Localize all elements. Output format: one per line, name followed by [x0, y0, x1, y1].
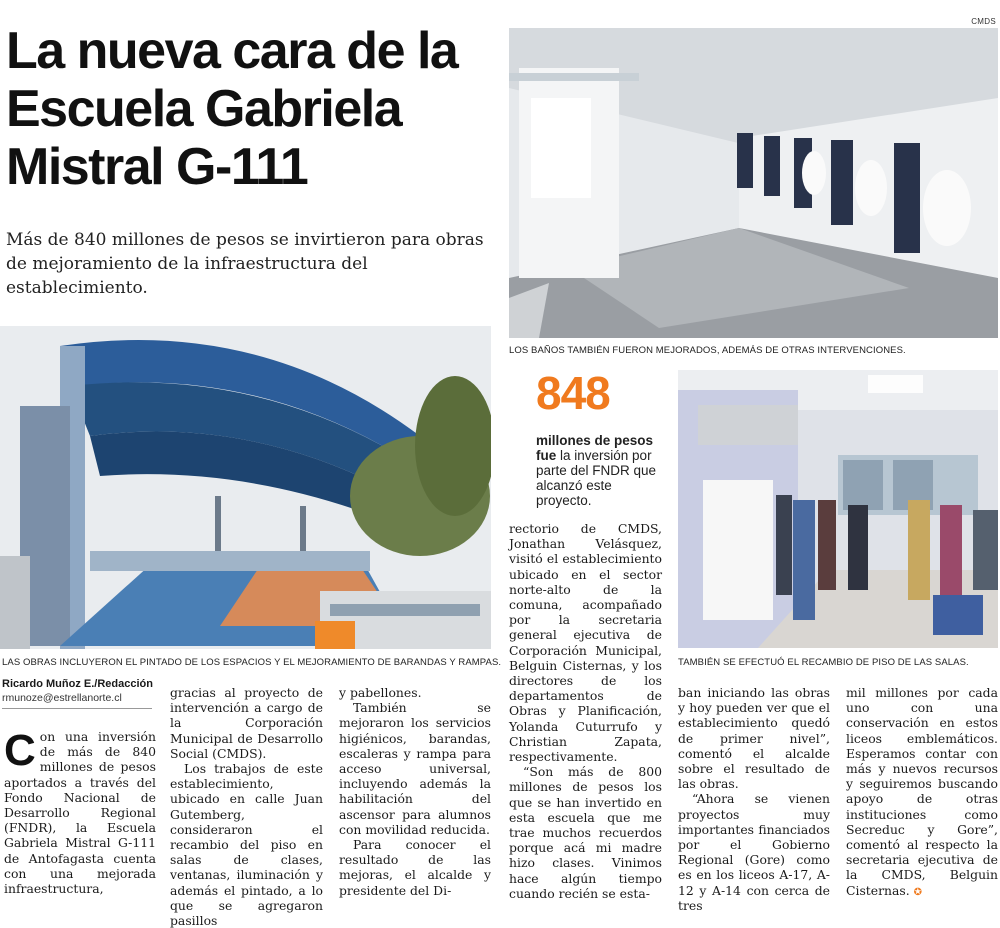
court-caption: LAS OBRAS INCLUYERON EL PINTADO DE LOS ESPACIOS Y EL MEJORAMIENTO DE BARANDAS Y RAMPAS.	[2, 657, 502, 668]
highlight-bold-text: millones de pesos fue	[536, 433, 654, 463]
highlight-text	[536, 433, 661, 508]
body-paragraph	[846, 685, 998, 900]
body-column-2	[170, 685, 323, 928]
photo-credit: CMDS	[971, 17, 996, 26]
body-paragraph: gracias al proyecto de intervención a cargo de la Corporación Municipal de Desarrollo Social (CMDS).	[170, 685, 323, 761]
subhead: Más de 840 millones de pesos se invirtieron para obras de mejoramiento de la infraestructura del establecimiento.	[6, 230, 484, 298]
byline-author: Ricardo Muñoz E./Redacción	[2, 678, 153, 690]
byline-email: rmunoze@estrellanorte.cl	[2, 692, 122, 704]
bathroom-caption: LOS BAÑOS TAMBIÉN FUERON MEJORADOS, ADEMÁS DE OTRAS INTERVENCIONES.	[509, 345, 906, 356]
classroom-photo	[678, 370, 998, 648]
body-paragraph: Los trabajos de este establecimiento, ubicado en calle Juan Gutemberg, consideraron el recambio del piso en salas de clases, ventanas, iluminación y además el pintado, a lo que se agregaron pasillos	[170, 761, 323, 928]
headline: La nueva cara de la Escuela Gabriela Mistral G-111	[6, 22, 458, 196]
body-paragraph: También se mejoraron los servicios higiénicos, barandas, escaleras y rampa para acceso universal, incluyendo además la habilitación del ascensor para alumnos con movilidad reducida.	[339, 700, 491, 837]
body-paragraph: y pabellones.	[339, 685, 422, 700]
body-column-4	[509, 521, 662, 901]
body-column-3	[339, 685, 491, 898]
end-mark-icon: ✪	[913, 886, 923, 898]
body-column-6	[846, 685, 998, 900]
body-paragraph: Para conocer el resultado de las mejoras, el alcalde y presidente del Di-	[339, 837, 491, 898]
court-photo	[0, 326, 491, 649]
classroom-caption: TAMBIÉN SE EFECTUÓ EL RECAMBIO DE PISO DE LAS SALAS.	[678, 657, 969, 668]
body-paragraph: on una inversión de más de 840 millones de pesos aportados a través del Fondo Nacional de Desarrollo Regional (FNDR), la Escuela Gabriela Mistral G-111 de Antofagasta cuenta con una mejorada infraestructura,	[4, 729, 156, 897]
highlight-number: 848	[536, 367, 610, 419]
body-paragraph: “Ahora se vienen proyectos muy importantes financiados por el Gobierno Regional (Gore) como es en los liceos A-17, A-12 y A-14 con cerca de tres	[678, 791, 830, 913]
body-column-1	[4, 726, 156, 897]
highlight-plain-text: la inversión por parte del FNDR que alcanzó este proyecto.	[536, 448, 657, 508]
closing-text: mil millones por cada uno con una conservación en estos liceos emblemáticos. Esperamos contar con más y nuevos recursos y seguiremos buscando apoyo de otras instituciones como Secreduc y Gore”, comentó al respecto la secretaria ejecutiva de la CMDS, Belguin Cisternas.	[846, 685, 998, 898]
body-paragraph: ban iniciando las obras y hoy pueden ver que el establecimiento quedó de primer nivel”, comentó el alcalde sobre el resultado de las obras.	[678, 685, 830, 792]
body-paragraph: rectorio de CMDS, Jonathan Velásquez, visitó el establecimiento ubicado en el sector norte-alto de la comuna, acompañado por la secretaria general ejecutiva de Corporación Municipal, Belguin Cisternas, y los directores de los departamentos de Obras y Planificación, Yolanda Cuturrufo y Christian Zapata, respectivamente.	[509, 521, 662, 765]
byline-divider	[2, 708, 152, 709]
body-column-5	[678, 685, 830, 913]
bathroom-photo	[509, 28, 998, 338]
dropcap: C	[4, 726, 36, 775]
body-paragraph: “Son más de 800 millones de pesos los que se han invertido en esta escuela que me trae muchos recuerdos porque acá mi madre hizo clases. Vinimos hace algún tiempo cuando recién se esta-	[509, 764, 662, 901]
